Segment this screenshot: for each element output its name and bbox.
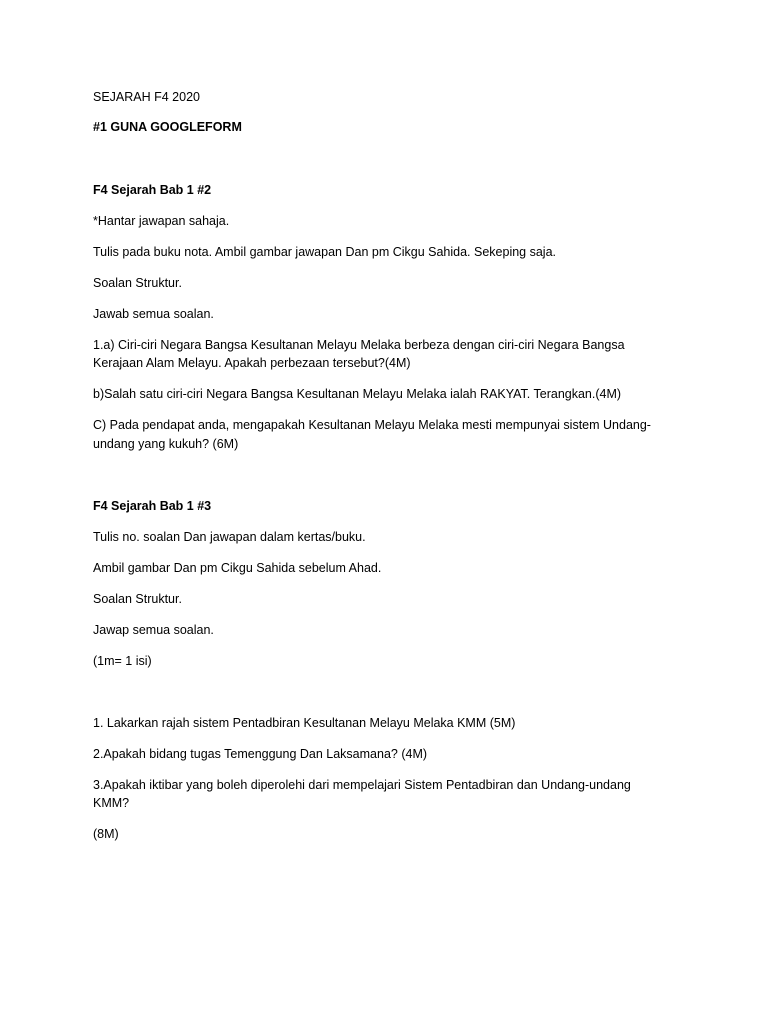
document-subtitle: #1 GUNA GOOGLEFORM (93, 120, 242, 134)
section2-marking-note: (1m= 1 isi) (93, 654, 152, 668)
section2-question-2: 2.Apakah bidang tugas Temenggung Dan Laksamana? (4M) (93, 747, 428, 761)
section2-instruction-1: Tulis no. soalan Dan jawapan dalam kertas/buku. (93, 530, 366, 544)
document-title: SEJARAH F4 2020 (93, 90, 200, 104)
section1-question-1b: b)Salah satu ciri-ciri Negara Bangsa Kesultanan Melayu Melaka ialah RAKYAT. Terangkan.(4M) (93, 387, 622, 401)
section1-instruction-1: *Hantar jawapan sahaja. (93, 214, 230, 228)
section1-question-1a-line1: 1.a) Ciri-ciri Negara Bangsa Kesultanan Melayu Melaka berbeza dengan ciri-ciri Negara Bangsa (93, 338, 625, 352)
section2-instruction-4: Jawap semua soalan. (93, 623, 214, 637)
section2-instruction-2: Ambil gambar Dan pm Cikgu Sahida sebelum Ahad. (93, 561, 382, 575)
section2-question-3-line1: 3.Apakah iktibar yang boleh diperolehi dari mempelajari Sistem Pentadbiran dan Undang-undang (93, 778, 631, 792)
section1-question-1c-line2: undang yang kukuh? (6M) (93, 437, 239, 451)
section2-heading: F4 Sejarah Bab 1 #3 (93, 499, 212, 513)
section1-instruction-2: Tulis pada buku nota. Ambil gambar jawapan Dan pm Cikgu Sahida. Sekeping saja. (93, 245, 557, 259)
section2-question-3-marks: (8M) (93, 827, 119, 841)
section1-instruction-4: Jawab semua soalan. (93, 307, 214, 321)
section2-question-3-line2: KMM? (93, 796, 130, 810)
section2-instruction-3: Soalan Struktur. (93, 592, 182, 606)
section1-question-1c-line1: C) Pada pendapat anda, mengapakah Kesultanan Melayu Melaka mesti mempunyai sistem Undang- (93, 418, 651, 432)
section1-heading: F4 Sejarah Bab 1 #2 (93, 183, 212, 197)
section2-question-1: 1. Lakarkan rajah sistem Pentadbiran Kesultanan Melayu Melaka KMM (5M) (93, 716, 516, 730)
section1-question-1a-line2: Kerajaan Alam Melayu. Apakah perbezaan tersebut?(4M) (93, 356, 411, 370)
section1-instruction-3: Soalan Struktur. (93, 276, 182, 290)
